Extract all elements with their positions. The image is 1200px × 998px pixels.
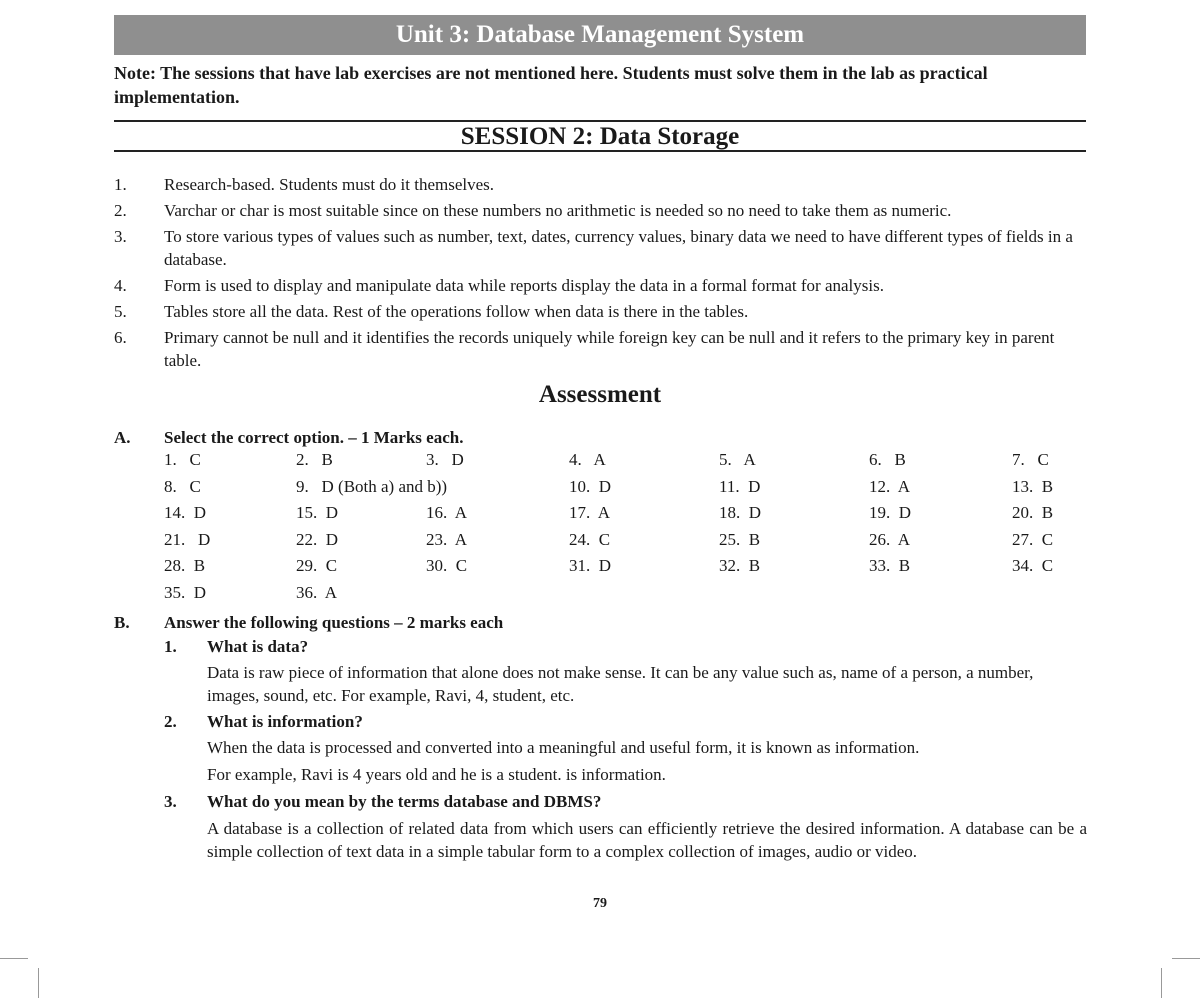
answer-text: When the data is processed and converted into a meaningful and useful form, it is known as information.	[207, 738, 920, 757]
answer-item: 21. D	[164, 529, 211, 549]
question-text: What do you mean by the terms database and DBMS?	[207, 792, 602, 811]
list-item: 4. Form is used to display and manipulate data while reports display the data in a formal format for analysis.	[114, 276, 884, 295]
list-item: 6. Primary cannot be null and it identifies the records uniquely while foreign key can be null and it refers to the primary key in parent table.	[114, 328, 1055, 370]
answer-text: Data is raw piece of information that alone does not make sense. It can be any value such as, name of a person, a number, images, sound, etc. For example, Ravi, 4, student, etc.	[207, 663, 1034, 705]
answer-item: 20. B	[1012, 503, 1054, 522]
answer-item: 23. A	[426, 529, 468, 549]
answer-item: 14. D	[164, 503, 207, 522]
question-number: 1.	[164, 637, 177, 656]
unit-title-banner	[114, 15, 1086, 55]
list-item: 3. To store various types of values such as number, text, dates, currency values, binary data we need to have different types of fields in a database.	[114, 227, 1073, 269]
answer-item: 18. D	[719, 503, 762, 522]
section-b-letter: B.	[114, 613, 130, 632]
answer-item: 25. B	[719, 529, 761, 549]
answer-item: 30. C	[426, 556, 468, 575]
answer-item: 26. A	[869, 529, 911, 549]
answer-item: 19. D	[869, 503, 912, 522]
answer-item: 32. B	[719, 556, 761, 575]
answer-item: 34. C	[1012, 556, 1054, 575]
session-title: SESSION 2: Data Storage	[460, 123, 740, 150]
list-item: 1. Research-based. Students must do it themselves.	[114, 175, 495, 194]
bottom-rule	[114, 150, 1086, 152]
answer-text: A database is a collection of related data from which users can efficiently retrieve the desired information. A database can be a simple collection of text data in a simple tabular form to a complex collection of images, audio or video.	[207, 819, 1087, 861]
answer-item: 16. A	[426, 503, 468, 522]
assessment-title: Assessment	[538, 381, 662, 408]
list-item: 2. Varchar or char is most suitable since on these numbers no arithmetic is needed so no need to take them as numeric.	[114, 201, 952, 220]
answer-item: 13. B	[1012, 476, 1054, 496]
question-number: 2.	[164, 712, 177, 731]
section-a-letter: A.	[114, 428, 131, 447]
answer-item: 10. D	[569, 476, 612, 496]
crop-mark	[1161, 968, 1162, 998]
answer-item: 11. D	[719, 476, 761, 496]
answer-item: 35. D	[164, 582, 207, 602]
question-text: What is data?	[207, 637, 309, 656]
answer-item: 36. A	[296, 582, 338, 602]
session-answer-list	[114, 173, 1086, 375]
answer-item: 28. B	[164, 556, 206, 575]
answer-text: For example, Ravi is 4 years old and he is a student. is information.	[207, 765, 666, 784]
answer-item: 7. C	[1012, 450, 1049, 469]
answer-item: 6. B	[869, 450, 906, 469]
answer-grid	[164, 450, 1092, 609]
answer-item: 17. A	[569, 503, 611, 522]
question-text: What is information?	[207, 712, 363, 731]
crop-mark	[38, 968, 39, 998]
answer-item: 22. D	[296, 529, 339, 549]
answer-item: 31. D	[569, 556, 612, 575]
list-item: 5. Tables store all the data. Rest of the operations follow when data is there in the tables.	[114, 302, 749, 321]
answer-item: 1. C	[164, 450, 201, 469]
answer-item: 33. B	[869, 556, 911, 575]
answer-item: 29. C	[296, 556, 338, 575]
answer-item: 12. A	[869, 476, 911, 496]
note-text: Note: The sessions that have lab exercises are not mentioned here. Students must solve them in the lab as practical implementation.	[114, 63, 988, 107]
answer-item: 15. D	[296, 503, 339, 522]
answer-item: 24. C	[569, 529, 611, 549]
answer-item: 8. C	[164, 476, 201, 496]
answer-item: 3. D	[426, 450, 464, 469]
question-number: 3.	[164, 792, 177, 811]
answer-item: 9. D (Both a) and b))	[296, 476, 448, 496]
answer-item: 2. B	[296, 450, 333, 469]
section-b-title: Answer the following questions – 2 marks each	[164, 613, 504, 632]
page-number: 79	[593, 896, 607, 911]
answer-item: 5. A	[719, 450, 756, 469]
answer-item: 4. A	[569, 450, 606, 469]
crop-mark	[0, 958, 28, 959]
crop-mark	[1172, 958, 1200, 959]
unit-title: Unit 3: Database Management System	[395, 21, 805, 48]
section-a-title: Select the correct option. – 1 Marks each.	[164, 428, 464, 447]
answer-item: 27. C	[1012, 529, 1054, 549]
